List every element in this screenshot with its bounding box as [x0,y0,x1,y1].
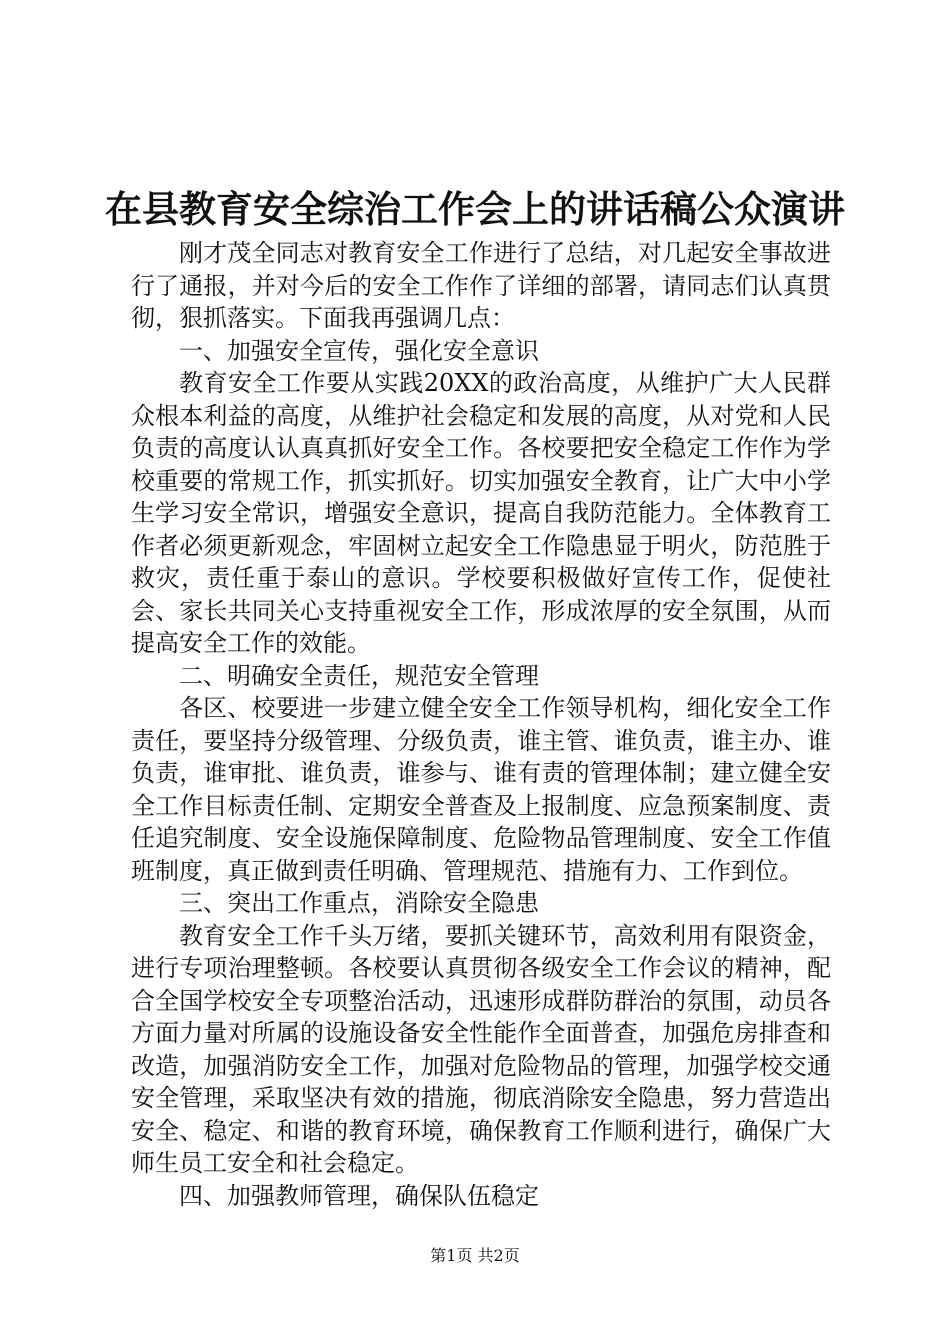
page-footer: 第1页 共2页 [430,1246,520,1265]
paragraph-intro: 刚才茂全同志对教育安全工作进行了总结，对几起安全事故进行了通报，并对今后的安全工作作了详细的部署，请同志们认真贯彻，狠抓落实。下面我再强调几点： [131,239,831,332]
paragraph-section-3: 教育安全工作千头万绪，要抓关键环节，高效利用有限资金，进行专项治理整顿。各校要认真贯彻各级安全工作会议的精神，配合全国学校安全专项整治活动，迅速形成群防群治的氛围，动员各方面力量对所属的设施设备安全性能作全面普查，加强危房排查和改造，加强消防安全工作，加强对危险物品的管理，加强学校交通安全管理，采取坚决有效的措施，彻底消除安全隐患，努力营造出安全、稳定、和谐的教育环境，确保教育工作顺利进行，确保广大师生员工安全和社会稳定。 [131,921,831,1177]
document-body [131,237,831,1212]
section-heading-4: 四、加强教师管理，确保队伍稳定 [179,1181,539,1210]
section-heading-1: 一、加强安全宣传，强化安全意识 [179,336,539,365]
document-title: 在县教育安全综治工作会上的讲话稿公众演讲 [105,188,845,231]
section-heading-3: 三、突出工作重点，消除安全隐患 [179,889,539,917]
paragraph-section-1: 教育安全工作要从实践20XX的政治高度，从维护广大人民群众根本利益的高度，从维护社会稳定和发展的高度，从对党和人民负责的高度认认真真抓好安全工作。各校要把安全稳定工作作为学校重要的常规工作，抓实抓好。切实加强安全教育，让广大中小学生学习安全常识，增强安全意识，提高自我防范能力。全体教育工作者必须更新观念，牢固树立起安全工作隐患显于明火，防范胜于救灾，责任重于泰山的意识。学校要积极做好宣传工作，促使社会、家长共同关心支持重视安全工作，形成浓厚的安全氛围，从而提高安全工作的效能。 [131,369,831,657]
paragraph-section-2: 各区、校要进一步建立健全安全工作领导机构，细化安全工作责任，要坚持分级管理、分级负责，谁主管、谁负责，谁主办、谁负责，谁审批、谁负责，谁参与、谁有责的管理体制；建立健全安全工作目标责任制、定期安全普查及上报制度、应急预案制度、责任追究制度、安全设施保障制度、危险物品管理制度、安全工作值班制度，真正做到责任明确、管理规范、措施有力、工作到位。 [131,694,831,885]
section-heading-2: 二、明确安全责任，规范安全管理 [179,661,539,690]
